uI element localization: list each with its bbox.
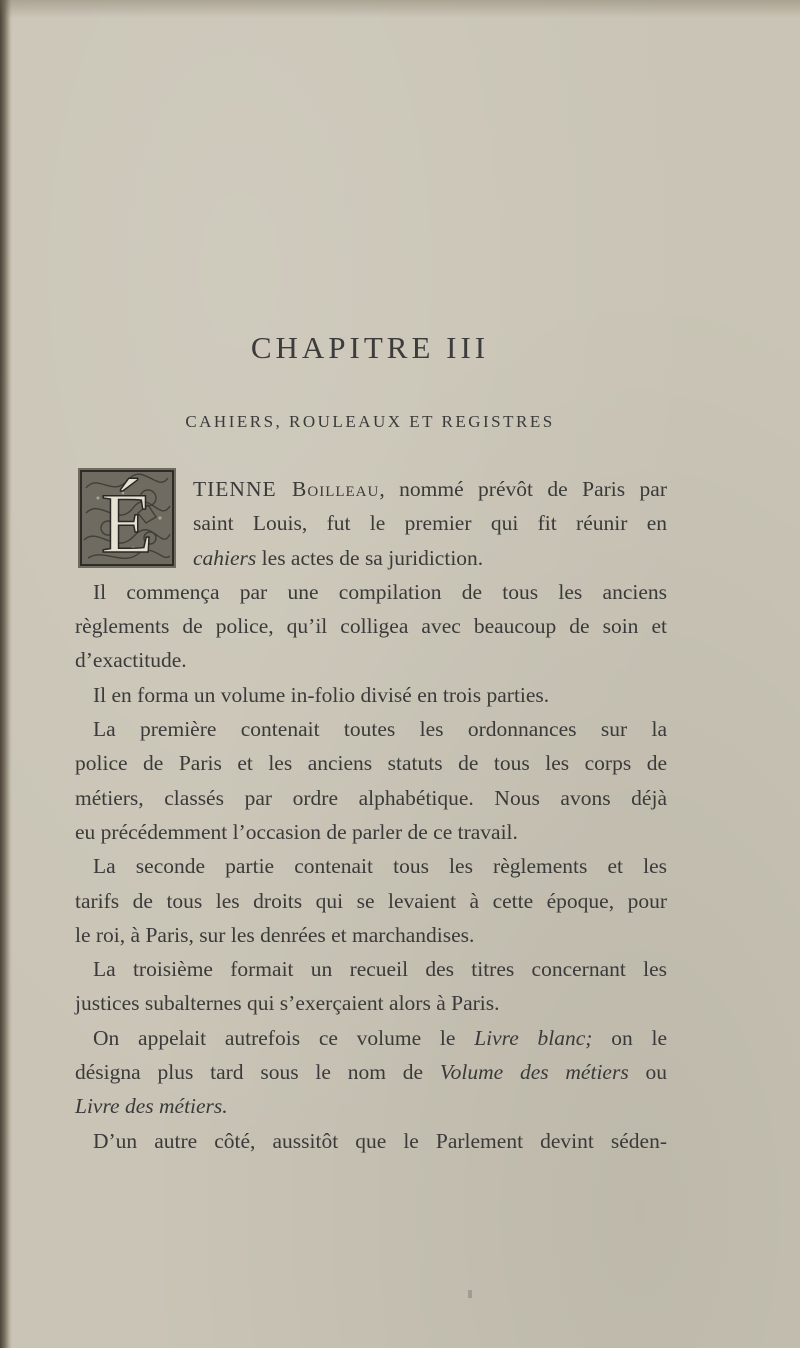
- text-line: La seconde partie contenait tous les règlements et les: [93, 854, 667, 879]
- text-line: D’un autre côté, aussitôt que le Parlement devint séden-: [93, 1128, 667, 1153]
- page-top-edge: [0, 0, 800, 18]
- text-line: désigna plus tard sous le nom de Volume des métiers ou: [75, 1060, 668, 1085]
- text-line: TIENNE Boilleau, nommé prévôt de Paris par: [193, 477, 667, 501]
- text-line: le roi, à Paris, sur les denrées et marchandises.: [75, 922, 475, 947]
- section-heading: CAHIERS, ROULEAUX ET REGISTRES: [185, 412, 555, 431]
- text-line: On appelait autrefois ce volume le Livre blanc; on le: [93, 1025, 667, 1050]
- body-text: [75, 472, 667, 1158]
- chapter-title: CHAPITRE III: [250, 330, 490, 365]
- text-line: police de Paris et les anciens statuts de tous les corps de: [75, 751, 667, 776]
- text-line: d’exactitude.: [75, 648, 187, 673]
- text-line: Livre des métiers.: [75, 1094, 228, 1119]
- text-line: La troisième formait un recueil des titres concernant les: [93, 957, 667, 982]
- text-line: saint Louis, fut le premier qui fit réunir en: [193, 511, 667, 536]
- text-line: La première contenait toutes les ordonnances sur la: [93, 717, 667, 742]
- text-line: cahiers les actes de sa juridiction.: [193, 545, 484, 570]
- text-line: règlements de police, qu’il colligea avec beaucoup de soin et: [75, 614, 667, 639]
- text-line: justices subalternes qui s’exerçaient alors à Paris.: [75, 991, 500, 1016]
- text-line: Il en forma un volume in-folio divisé en trois parties.: [93, 682, 550, 707]
- text-line: tarifs de tous les droits qui se levaient à cette époque, pour: [75, 888, 667, 913]
- page-binding-edge: [0, 0, 12, 1348]
- page-speck: [468, 1290, 472, 1298]
- text-line: métiers, classés par ordre alphabétique. Nous avons déjà: [75, 785, 667, 810]
- text-line: Il commença par une compilation de tous les anciens: [93, 579, 667, 604]
- dropcap-letter: É: [100, 475, 154, 568]
- text-line: eu précédemment l’occasion de parler de ce travail.: [75, 819, 518, 844]
